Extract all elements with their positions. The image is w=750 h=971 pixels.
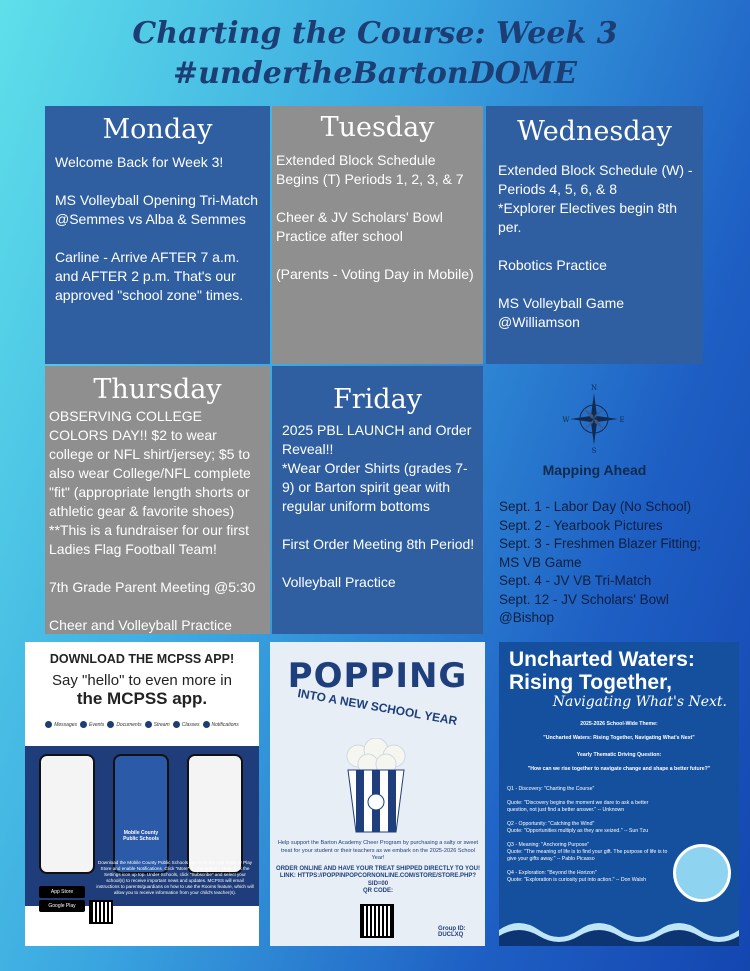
feature-label: Classes [181,721,200,728]
app-poster-heading: DOWNLOAD THE MCPSS APP! [49,652,235,666]
monday-heading: Monday [102,114,213,145]
mapping-item: Sept. 1 - Labor Day (No School) [499,499,692,514]
popcorn-subtitle: INTO A NEW SCHOOL YEAR [296,686,459,728]
compass-rose-icon [562,382,626,454]
app-poster-subtitle [25,672,259,709]
theme-quarters: Q1 - Discovery: "Charting the Course" Quote: "Discovery begins the moment we dare to ask a better question, not just find a better answer." -- Unknown Q2 - Opportunity: "Catching the Wind" Quote: "Opportunities multiply as they are seized." -- Sun Tzu Q3 - Meaning: "Anchoring Purpose" Quote: "The meaning of life is to find your gift. The purpose of life is to give your gifts away." -- Pablo Picasso Q4 - Exploration: "Beyond the Horizon" Quote: "Exploration is curiosity put into action." -- Don Walsh [507,786,668,883]
popcorn-description [276,840,480,896]
friday-heading: Friday [333,384,422,415]
feature-label: Notifications [211,721,239,728]
popcorn-link[interactable]: LINK: HTTPS://POPPINPOPCORNONLINE.COM/STORE/STORE.PHP?SID=00 [279,873,477,887]
feature-label: Stream [153,721,170,728]
classes-icon [173,721,180,728]
theme-text: "Uncharted Waters: Rising Together, Navigating What's Next" [543,735,695,741]
feature-messages [45,721,77,728]
feature-events [80,721,104,728]
popcorn-group-id: Group ID: DUCLXQ [438,926,466,938]
school-dome-seal-icon [673,844,731,902]
phone-screenshot-right [187,754,243,874]
app-qr-code [89,900,113,924]
mcpss-app-poster [25,642,259,946]
notifications-icon [203,721,210,728]
feature-classes [173,721,200,728]
tuesday-heading: Tuesday [320,112,435,143]
feature-notifications [203,721,239,728]
events-icon [80,721,87,728]
mapping-list [499,498,703,628]
feature-label: Messages [54,721,78,728]
compass-south: S [591,447,597,454]
popcorn-support-text: Help support the Barton Academy Cheer Program by purchasing a salty or sweet treat for your student or their teachers as we embark on the 2025-2026 School Year! [277,840,479,861]
feature-label: Events [89,721,105,728]
wednesday-heading: Wednesday [517,116,672,147]
mapping-title: Mapping Ahead [542,462,647,478]
theme-title [499,642,739,694]
popcorn-title: POPPING [287,656,468,696]
page-title [0,14,750,94]
app-store-badge[interactable]: App Store [39,886,85,898]
compass-north: N [590,384,598,392]
mapping-item: Sept. 2 - Yearbook Pictures [499,517,663,533]
tuesday-panel [272,106,483,364]
friday-panel [272,366,483,634]
question-label: Yearly Thematic Driving Question: [576,752,662,758]
documents-icon [107,721,114,728]
theme-label: 2025-2026 School-Wide Theme: [580,721,658,727]
popcorn-order-text: ORDER ONLINE AND HAVE YOUR TREAT SHIPPED DIRECTLY TO YOU! [276,865,480,872]
theme-script: Navigating What's Next. [552,694,727,710]
compass-east: E [619,416,625,424]
google-play-badge[interactable]: Google Play [39,900,85,912]
compass-west: W [562,416,570,424]
app-feature-icons [25,721,259,728]
phone-screenshot-left [39,754,95,874]
friday-body: 2025 PBL LAUNCH and Order Reveal!! *Wear Order Shirts (grades 7-9) or Barton spirit gear with regular uniform bottoms First Order Meeting 8th Period! Volleyball Practice [282,422,475,590]
phone-center-label: Mobile County Public Schools [123,830,159,842]
mapping-ahead-panel [486,366,703,634]
wednesday-panel [486,106,703,364]
feature-documents [107,721,141,728]
app-poster-footer: Download the Mobile County Public Schools app from the App Store or Play Store and enable Notifications. Click "More" on the bottom. Then click the Settings icon up top. Under Schools, click "Subscribe" and select your school(s) to receive important news and updates. MCPSS will email instructions to parents/guardians on how to use the Rooms feature, which will allow you to receive information from your child's teacher(s). [96,860,254,895]
popcorn-fundraiser-poster [270,642,485,946]
theme-title-line1: Uncharted Waters: [509,648,695,671]
theme-header-block [499,710,739,780]
title-line-1: Charting the Course: Week 3 [132,16,618,51]
app-poster-sub1: Say "hello" to even more in [52,672,232,689]
app-poster-sub2: the MCPSS app. [76,689,208,708]
thursday-body: OBSERVING COLLEGE COLORS DAY!! $2 to wear college or NFL shirt/jersey; $5 to also wear College/NFL complete "fit" (appropriate length shorts or athletic gear & favorite shoes) **This is a fundraiser for our first Ladies Flag Football Team! 7th Grade Parent Meeting @5:30 Cheer and Volleyball Practice [49,408,256,633]
popcorn-qr-code [360,904,394,938]
mapping-item: Sept. 12 - JV Scholars' Bowl @Bishop [499,591,669,625]
question-text: "How can we rise together to navigate change and shape a better future?" [527,766,711,772]
monday-panel [45,106,270,364]
monday-body: Welcome Back for Week 3! MS Volleyball Opening Tri-Match @Semmes vs Alba & Semmes Carline - Arrive AFTER 7 a.m. and AFTER 2 p.m. That's our approved "school zone" times. [55,154,259,303]
ocean-waves-icon [499,912,739,946]
popcorn-bucket-icon [344,738,408,834]
tuesday-body: Extended Block Schedule Begins (T) Periods 1, 2, 3, & 7 Cheer & JV Scholars' Bowl Practice after school (Parents - Voting Day in Mobile) [276,152,474,282]
title-line-2: #undertheBartonDOME [173,56,577,91]
mapping-item: Sept. 3 - Freshmen Blazer Fitting; MS VB Game [499,536,701,570]
stream-icon [145,721,152,728]
phone-screenshot-center [113,754,169,874]
theme-title-line2: Rising Together, [509,671,672,694]
feature-stream [145,721,170,728]
popcorn-qr-label: QR CODE: [363,888,393,894]
wednesday-body: Extended Block Schedule (W) - Periods 4, 5, 6, & 8 *Explorer Electives begin 8th per. Robotics Practice MS Volleyball Game @Williamson [498,162,693,330]
feature-label: Documents [116,721,142,728]
messages-icon [45,721,52,728]
mapping-item: Sept. 4 - JV VB Tri-Match [499,573,652,588]
thursday-panel [45,366,270,634]
school-theme-poster [499,642,739,946]
thursday-heading: Thursday [93,374,222,405]
